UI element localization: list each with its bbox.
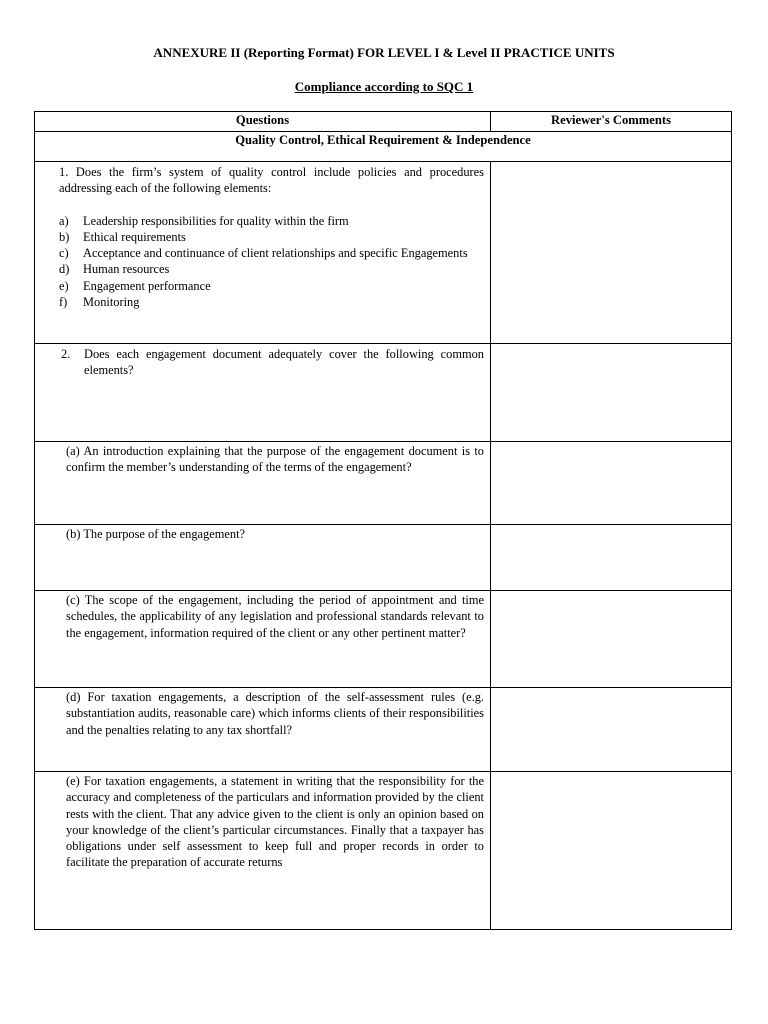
section-row — [35, 132, 732, 162]
question-2e-cell — [35, 772, 491, 930]
table-row — [35, 162, 732, 344]
table-row — [35, 344, 732, 442]
list-item: c) Acceptance and continuance of client relationships and specific Engagements — [59, 246, 468, 261]
question-2d-cell — [35, 688, 491, 772]
table-row — [35, 591, 732, 688]
list-item: b) Ethical requirements — [59, 229, 186, 244]
list-item: a) Leadership responsibilities for quality within the firm — [59, 213, 349, 228]
reviewer-comment-cell[interactable] — [491, 772, 732, 930]
table-row — [35, 442, 732, 525]
reviewer-comment-cell[interactable] — [491, 688, 732, 772]
table-row — [35, 525, 732, 591]
reviewer-comment-cell[interactable] — [491, 591, 732, 688]
reviewer-comment-cell[interactable] — [491, 162, 732, 344]
compliance-table — [34, 111, 732, 930]
question-2a-cell — [35, 442, 491, 525]
quality-elements-list — [59, 213, 484, 311]
section-title: Quality Control, Ethical Requirement & Independence — [35, 132, 732, 162]
question-2e-text: (e) For taxation engagements, a statement in writing that the responsibility for the accuracy and completeness of the particulars and information provided by the client rests with the client. That any advice given to the client is only an opinion based on your knowledge of the client’s particular circumstances. Finally that a taxpayer has obligations under self assessment to keep full and proper records in order to facilitate the preparation of accurate returns — [66, 774, 484, 870]
question-2a-text: (a) An introduction explaining that the purpose of the engagement document is to confirm the member’s understanding of the terms of the engagement? — [66, 444, 484, 475]
reviewer-comments-header: Reviewer's Comments — [491, 112, 732, 132]
reviewer-comment-cell[interactable] — [491, 525, 732, 591]
question-1-text: 1. Does the firm’s system of quality control include policies and procedures addressing each of the following elements: — [59, 165, 484, 196]
questions-header: Questions — [35, 112, 491, 132]
question-2b-text: (b) The purpose of the engagement? — [66, 527, 246, 541]
question-2b-cell — [35, 525, 491, 591]
document-title: ANNEXURE II (Reporting Format) FOR LEVEL I & Level II PRACTICE UNITS — [153, 45, 615, 60]
list-item: e) Engagement performance — [59, 278, 211, 293]
question-2-number: 2. — [61, 347, 71, 361]
question-2d-text: (d) For taxation engagements, a description of the self-assessment rules (e.g. substantiation audits, reasonable care) which informs clients of their responsibilities and the penalties relating to any tax shortfall? — [66, 690, 484, 737]
question-2-cell — [35, 344, 491, 442]
reviewer-comment-cell[interactable] — [491, 344, 732, 442]
question-2-text: Does each engagement document adequately cover the following common elements? — [84, 347, 484, 378]
table-row — [35, 772, 732, 930]
question-2c-cell — [35, 591, 491, 688]
table-row — [35, 688, 732, 772]
question-1-cell — [35, 162, 491, 344]
list-item: d) Human resources — [59, 262, 170, 277]
reviewer-comment-cell[interactable] — [491, 442, 732, 525]
question-2c-text: (c) The scope of the engagement, including the period of appointment and time schedules, the applicability of any legislation and professional standards relevant to the engagement, information required of the client or any other pertinent matter? — [66, 593, 484, 640]
document-subtitle: Compliance according to SQC 1 — [294, 79, 474, 94]
table-header-row — [35, 112, 732, 132]
list-item: f) Monitoring — [59, 295, 140, 310]
